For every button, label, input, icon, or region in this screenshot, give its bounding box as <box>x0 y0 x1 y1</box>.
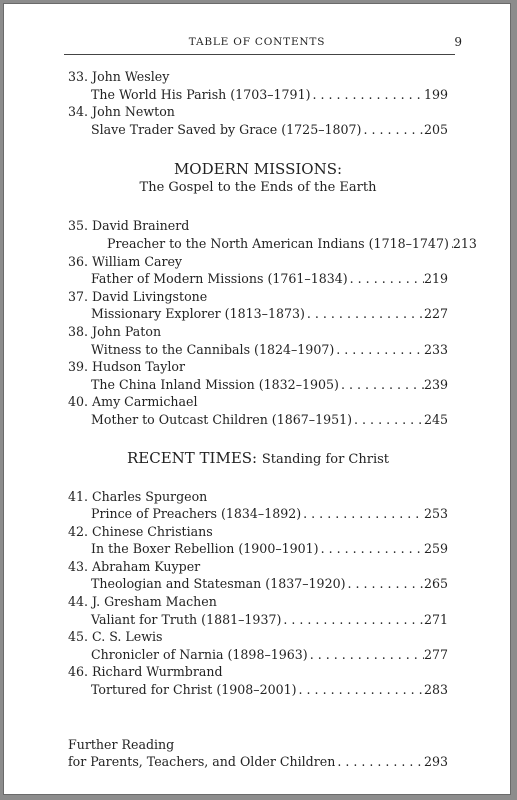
entry-subtitle: Missionary Explorer (1813–1873) <box>91 306 305 322</box>
dot-leader <box>335 753 424 771</box>
entry-name: 37. David Livingstone <box>68 288 208 304</box>
book-page <box>3 3 511 795</box>
further-reading-title: Further Reading <box>68 736 175 752</box>
toc-entry <box>68 628 448 663</box>
toc-entry <box>68 288 448 323</box>
further-reading-entry <box>68 736 448 771</box>
toc-entry <box>68 663 448 698</box>
dot-leader <box>352 411 424 429</box>
toc-entry <box>68 253 448 288</box>
dot-leader <box>339 376 424 394</box>
entry-page: 245 <box>423 411 448 427</box>
entry-name: 39. Hudson Taylor <box>68 359 186 375</box>
entry-subtitle-line <box>68 270 448 288</box>
toc-entry <box>68 323 448 358</box>
section-title-modern: MODERN MISSIONS: <box>173 160 343 179</box>
entry-page: 265 <box>423 576 448 592</box>
entry-page: 205 <box>423 121 448 137</box>
entry-name: 40. Amy Carmichael <box>68 394 198 410</box>
entry-page: 227 <box>423 306 448 322</box>
entry-subtitle: Slave Trader Saved by Grace (1725–1807) <box>91 121 362 137</box>
entry-subtitle: Chronicler of Narnia (1898–1963) <box>91 646 308 662</box>
toc-content <box>68 68 477 771</box>
toc-entry <box>68 358 448 393</box>
entry-subtitle: Father of Modern Missions (1761–1834) <box>91 271 348 287</box>
entry-subtitle: Prince of Preachers (1834–1892) <box>91 506 302 522</box>
entry-name: 41. Charles Spurgeon <box>68 488 208 504</box>
entry-subtitle: Valiant for Truth (1881–1937) <box>91 611 282 627</box>
entry-subtitle: Theologian and Statesman (1837–1920) <box>91 576 346 592</box>
further-reading-subtitle: for Parents, Teachers, and Older Children <box>68 754 336 770</box>
dot-leader <box>334 341 424 359</box>
page-number: 9 <box>454 35 462 49</box>
entry-name: 34. John Newton <box>68 104 175 120</box>
entry-page: 253 <box>423 506 448 522</box>
entry-subtitle-line <box>68 376 448 394</box>
toc-entry <box>68 393 448 428</box>
entry-subtitle: Witness to the Cannibals (1824–1907) <box>91 341 335 357</box>
dot-leader <box>348 270 424 288</box>
entry-subtitle: The World His Parish (1703–1791) <box>91 86 311 102</box>
entry-subtitle-line <box>68 540 448 558</box>
entry-page: 199 <box>423 86 448 102</box>
running-head: TABLE OF CONTENTS <box>188 36 326 48</box>
entry-page: 259 <box>423 541 448 557</box>
entry-name: 36. William Carey <box>68 253 183 269</box>
entry-subtitle: Preacher to the North American Indians (1718–1747) <box>107 235 449 251</box>
dot-leader <box>319 540 424 558</box>
entry-subtitle-line <box>68 86 448 104</box>
toc-entry <box>68 488 448 523</box>
entry-subtitle: In the Boxer Rebellion (1900–1901) <box>91 541 319 557</box>
toc-entry <box>68 558 448 593</box>
toc-entry <box>68 593 448 628</box>
toc-entry <box>68 103 448 138</box>
entry-subtitle-line <box>68 235 477 253</box>
entry-subtitle-line <box>68 611 448 629</box>
section-title-recent <box>68 448 448 470</box>
entry-subtitle-line <box>68 305 448 323</box>
section-subtitle-recent: Standing for Christ <box>261 451 390 467</box>
toc-entry <box>68 217 477 252</box>
dot-leader <box>311 86 424 104</box>
entry-subtitle: The China Inland Mission (1832–1905) <box>91 376 339 392</box>
dot-leader <box>301 505 424 523</box>
entry-name: 38. John Paton <box>68 323 162 339</box>
entry-name: 43. Abraham Kuyper <box>68 558 201 574</box>
entry-page: 277 <box>423 646 448 662</box>
header-rule <box>64 54 455 55</box>
entry-subtitle-line <box>68 646 448 664</box>
dot-leader <box>308 646 424 664</box>
entry-page: 271 <box>423 611 448 627</box>
entry-name: 46. Richard Wurmbrand <box>68 664 223 680</box>
dot-leader <box>346 575 424 593</box>
entry-page: 283 <box>423 682 448 698</box>
entry-subtitle-line <box>68 121 448 139</box>
entry-subtitle-line <box>68 505 448 523</box>
entry-subtitle: Tortured for Christ (1908–2001) <box>91 682 297 698</box>
toc-entry <box>68 523 448 558</box>
entry-subtitle: Mother to Outcast Children (1867–1951) <box>91 411 353 427</box>
entry-page: 233 <box>423 341 448 357</box>
entry-subtitle-line <box>68 575 448 593</box>
dot-leader <box>361 121 423 139</box>
entry-page: 213 <box>452 235 477 251</box>
entry-page: 239 <box>423 376 448 392</box>
section-title-recent-main: RECENT TIMES: <box>126 448 258 467</box>
entry-subtitle-line <box>68 681 448 699</box>
dot-leader <box>281 611 424 629</box>
entry-name: 42. Chinese Christians <box>68 523 213 539</box>
entry-subtitle-line <box>68 341 448 359</box>
entry-name: 35. David Brainerd <box>68 218 190 234</box>
dot-leader <box>297 681 424 699</box>
toc-entry <box>68 68 448 103</box>
further-reading-line <box>68 753 448 771</box>
section-subtitle-modern: The Gospel to the Ends of the Earth <box>139 180 377 196</box>
entry-name: 45. C. S. Lewis <box>68 629 163 645</box>
entry-page: 219 <box>423 271 448 287</box>
further-reading-page: 293 <box>423 754 448 770</box>
dot-leader <box>305 305 424 323</box>
entry-subtitle-line <box>68 411 448 429</box>
entry-name: 33. John Wesley <box>68 69 170 84</box>
entry-name: 44. J. Gresham Machen <box>68 594 217 610</box>
